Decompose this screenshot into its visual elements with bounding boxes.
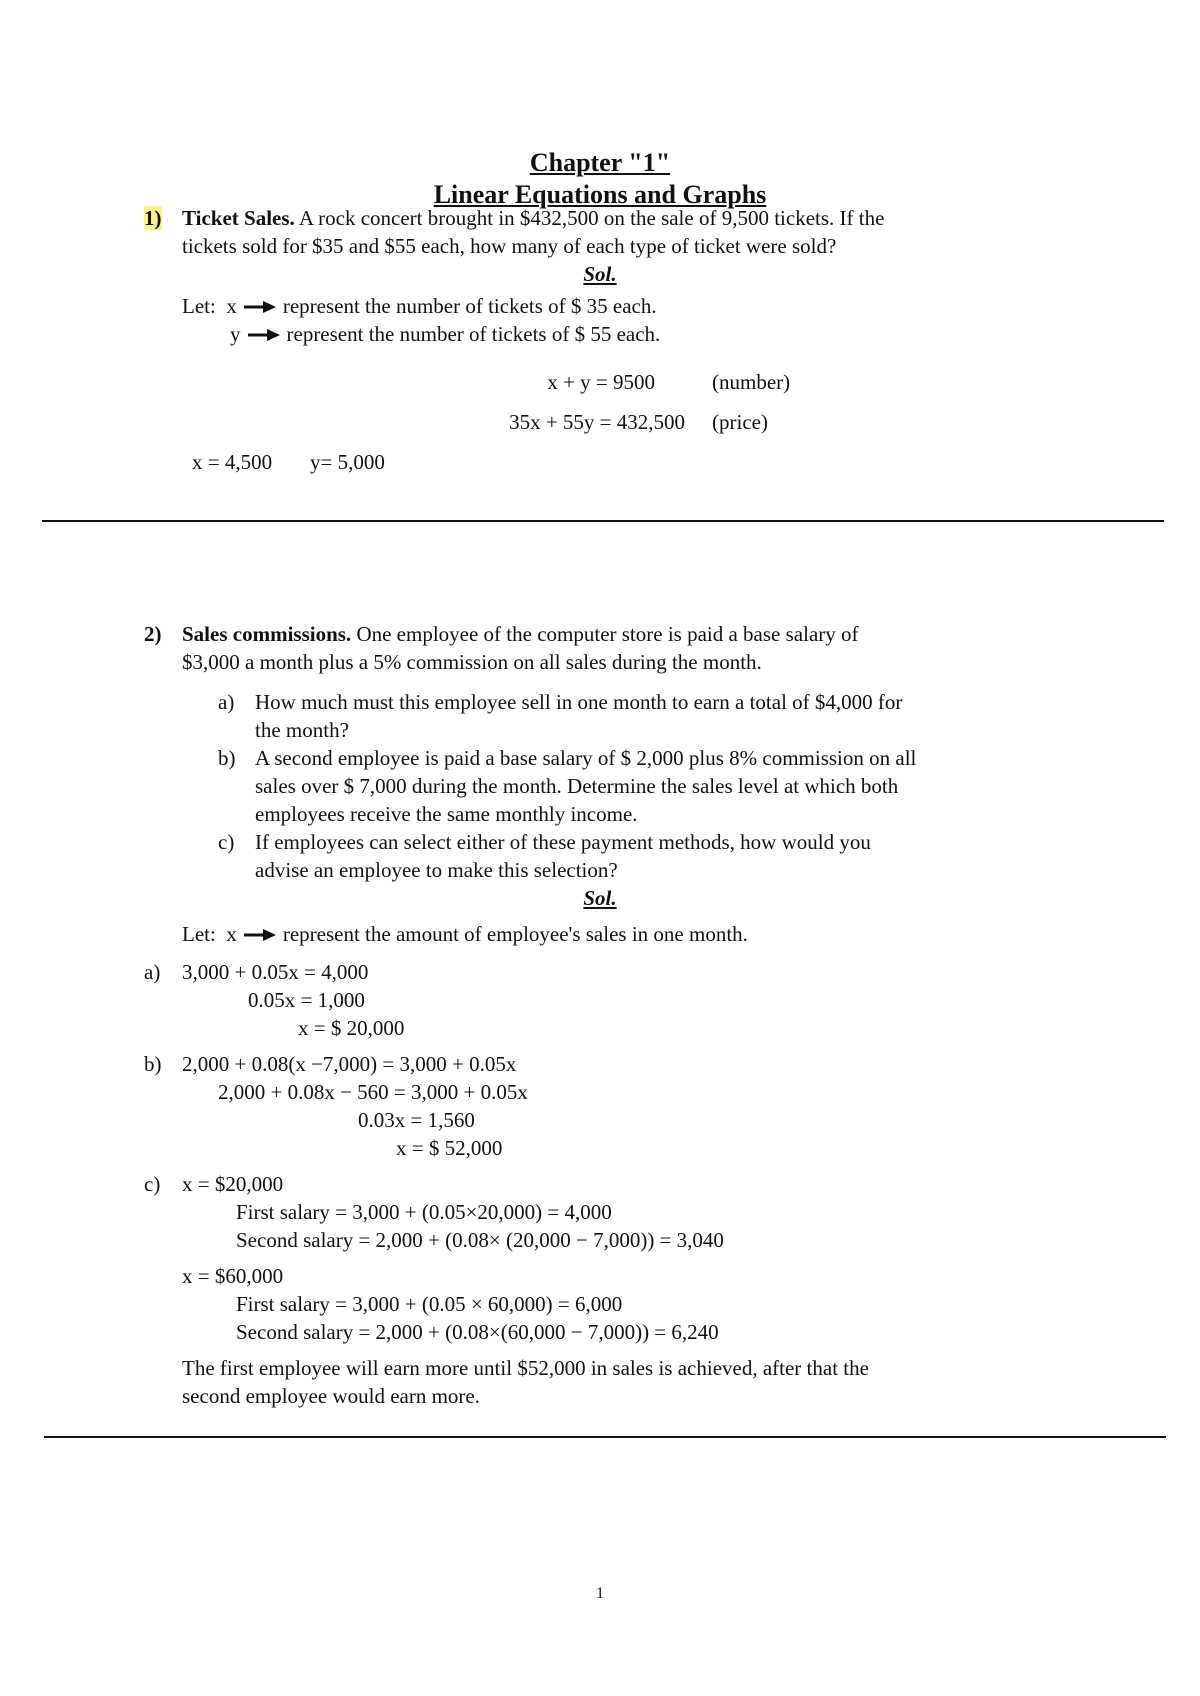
let-label: Let:: [182, 922, 216, 946]
part-a-line: How much must this employee sell in one month to earn a total of $4,000 for: [255, 690, 903, 714]
part-b-line: A second employee is paid a base salary of $ 2,000 plus 8% commission on all: [255, 746, 917, 770]
part-b-label: b): [218, 746, 236, 770]
problem-2-sol-heading: Sol.: [583, 886, 617, 910]
problem-2-text: One employee of the computer store is paid a base salary of: [351, 622, 859, 646]
part-a-label: a): [218, 690, 235, 714]
problem-2-line-1: [182, 620, 859, 648]
sol-b-label: b): [144, 1052, 162, 1076]
problem-1-number: 1): [144, 206, 162, 230]
let-variable: x: [226, 922, 237, 946]
section-divider: [42, 520, 1164, 522]
problem-1-let-x: [182, 292, 657, 320]
problem-1-statement: [144, 204, 162, 232]
answer-x: x = 4,500: [192, 450, 273, 474]
sol-b-step: 2,000 + 0.08(x −7,000) = 3,000 + 0.05x: [182, 1052, 517, 1076]
sol-c-case-1: x = $20,000: [182, 1172, 284, 1196]
part-a-line: the month?: [255, 718, 349, 742]
conclusion-line: The first employee will earn more until $52,000 in sales is achieved, after that the: [182, 1356, 869, 1380]
section-divider: [44, 1436, 1166, 1438]
sol-c-case-2: x = $60,000: [182, 1264, 284, 1288]
sol-c-case-2-first: First salary = 3,000 + (0.05 × 60,000) = 6,000: [236, 1292, 623, 1316]
page-title: Linear Equations and Graphs: [433, 180, 767, 209]
problem-2-line-2: $3,000 a month plus a 5% commission on all sales during the month.: [182, 650, 762, 674]
part-b-line: employees receive the same monthly income.: [255, 802, 638, 826]
sol-c-label: c): [144, 1172, 161, 1196]
right-arrow-icon: [243, 928, 277, 942]
sol-a-step: 0.05x = 1,000: [248, 988, 365, 1012]
right-arrow-icon: [243, 300, 277, 314]
equation-1: x + y = 9500: [547, 370, 655, 394]
let-variable: y: [230, 322, 241, 346]
problem-1-sol-heading: Sol.: [583, 262, 617, 286]
sol-b-step: x = $ 52,000: [396, 1136, 503, 1160]
problem-1-name: Ticket Sales.: [182, 206, 295, 230]
problem-1-let-y: [230, 320, 660, 348]
part-c-line: advise an employee to make this selection?: [255, 858, 618, 882]
answer-y: y= 5,000: [310, 450, 385, 474]
problem-2-let-x: [182, 920, 748, 948]
problem-2-name: Sales commissions.: [182, 622, 352, 646]
let-description: represent the amount of employee's sales in one month.: [282, 922, 748, 946]
sol-c-case-2-second: Second salary = 2,000 + (0.08×(60,000 − 7,000)) = 6,240: [236, 1320, 719, 1344]
part-c-label: c): [218, 830, 235, 854]
sol-a-step: 3,000 + 0.05x = 4,000: [182, 960, 369, 984]
sol-a-step: x = $ 20,000: [298, 1016, 405, 1040]
equation-2-note: (price): [712, 410, 768, 434]
sol-a-label: a): [144, 960, 161, 984]
part-c-line: If employees can select either of these payment methods, how would you: [255, 830, 871, 854]
let-description: represent the number of tickets of $ 35 each.: [282, 294, 657, 318]
right-arrow-icon: [247, 328, 281, 342]
problem-1-line-1: [182, 204, 884, 232]
sol-b-step: 2,000 + 0.08x − 560 = 3,000 + 0.05x: [218, 1080, 528, 1104]
chapter-heading: Chapter "1": [529, 148, 671, 177]
let-description: represent the number of tickets of $ 55 each.: [286, 322, 661, 346]
let-label: Let:: [182, 294, 216, 318]
problem-2-number: 2): [144, 622, 162, 646]
problem-1-text: A rock concert brought in $432,500 on the sale of 9,500 tickets. If the: [294, 206, 885, 230]
sol-c-case-1-second: Second salary = 2,000 + (0.08× (20,000 − 7,000)) = 3,040: [236, 1228, 724, 1252]
sol-c-case-1-first: First salary = 3,000 + (0.05×20,000) = 4,000: [236, 1200, 612, 1224]
equation-2: 35x + 55y = 432,500: [509, 410, 685, 434]
sol-b-step: 0.03x = 1,560: [358, 1108, 475, 1132]
let-variable: x: [226, 294, 237, 318]
part-b-line: sales over $ 7,000 during the month. Determine the sales level at which both: [255, 774, 899, 798]
equation-1-note: (number): [712, 370, 791, 394]
problem-1-line-2: tickets sold for $35 and $55 each, how many of each type of ticket were sold?: [182, 234, 837, 258]
conclusion-line: second employee would earn more.: [182, 1384, 480, 1408]
page-number: 1: [596, 1585, 604, 1602]
